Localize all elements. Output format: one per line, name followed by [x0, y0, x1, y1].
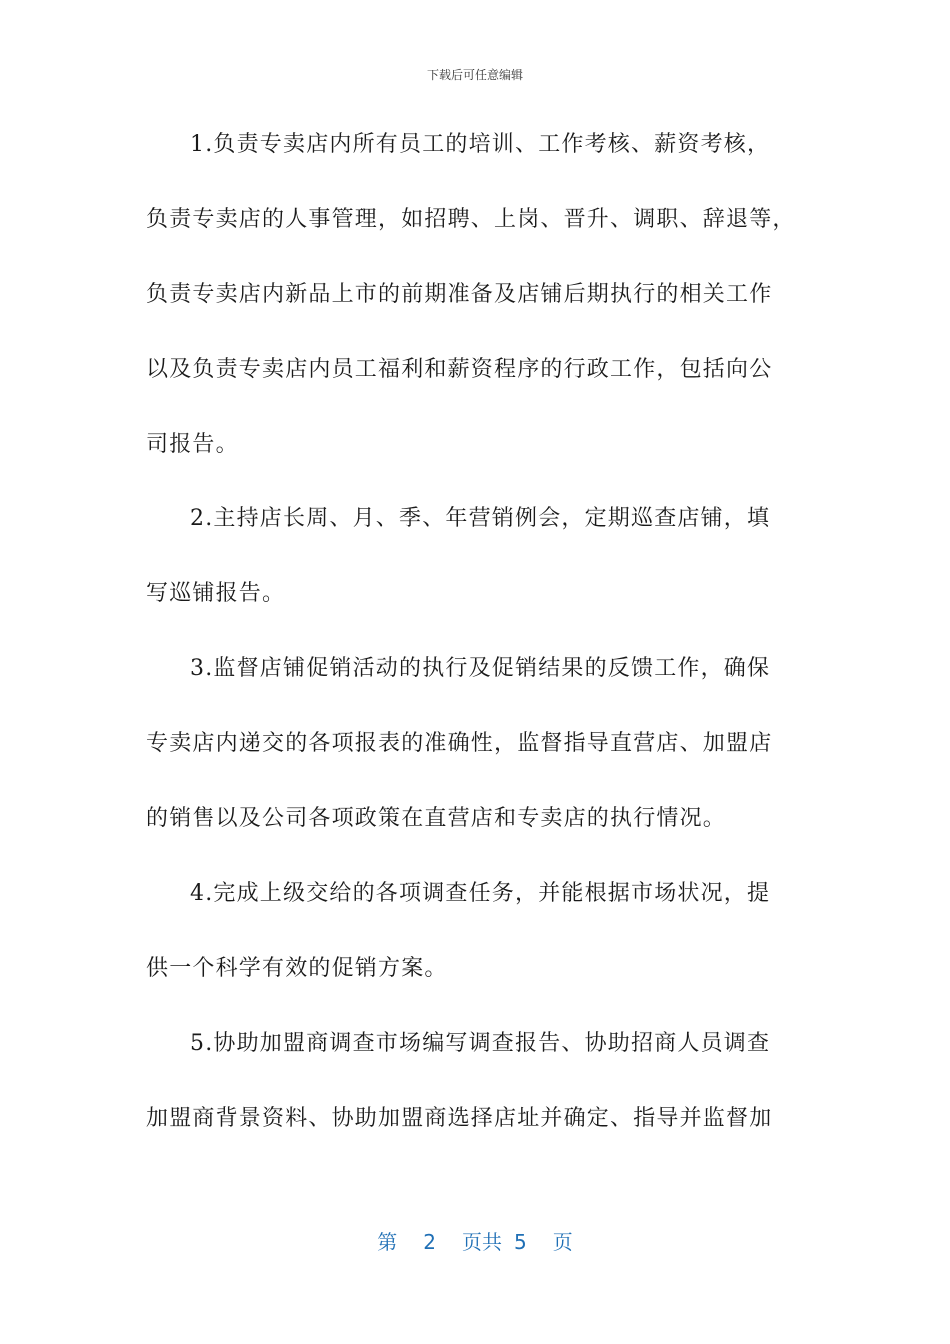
- paragraph-3-line-1: 3.监督店铺促销活动的执行及促销结果的反馈工作，确保: [190, 656, 771, 681]
- paragraph-1-line-1: 1.负责专卖店内所有员工的培训、工作考核、薪资考核，: [190, 132, 771, 157]
- footer-suffix: 页: [552, 1230, 573, 1254]
- page-header: 下载后可任意编辑: [426, 68, 523, 82]
- paragraph-4-line-1: 4.完成上级交给的各项调查任务，并能根据市场状况，提: [190, 881, 771, 906]
- paragraph-2-line-2: 写巡铺报告。: [146, 581, 286, 606]
- footer-current-page: 2: [423, 1230, 436, 1254]
- paragraph-4-line-2: 供一个科学有效的促销方案。: [146, 956, 448, 981]
- paragraph-2-line-1: 2.主持店长周、月、季、年营销例会，定期巡查店铺，填: [190, 506, 771, 531]
- paragraph-3-line-3: 的销售以及公司各项政策在直营店和专卖店的执行情况。: [146, 806, 727, 831]
- paragraph-5-line-2: 加盟商背景资料、协助加盟商选择店址并确定、指导并监督加: [146, 1106, 773, 1131]
- page-footer: [0, 1226, 950, 1255]
- paragraph-1-line-2: 负责专卖店的人事管理，如招聘、上岗、晋升、调职、辞退等，: [146, 207, 796, 232]
- paragraph-1-line-3: 负责专卖店内新品上市的前期准备及店铺后期执行的相关工作: [146, 282, 773, 307]
- paragraph-1-line-4: 以及负责专卖店内员工福利和薪资程序的行政工作，包括向公: [146, 357, 773, 382]
- paragraph-3-line-2: 专卖店内递交的各项报表的准确性，监督指导直营店、加盟店: [146, 731, 773, 756]
- paragraph-5-line-1: 5.协助加盟商调查市场编写调查报告、协助招商人员调查: [190, 1031, 771, 1056]
- footer-total-pages: 5: [514, 1230, 527, 1254]
- footer-prefix: 第: [377, 1230, 398, 1254]
- footer-middle: 页共: [462, 1230, 502, 1254]
- paragraph-1-line-5: 司报告。: [146, 432, 239, 457]
